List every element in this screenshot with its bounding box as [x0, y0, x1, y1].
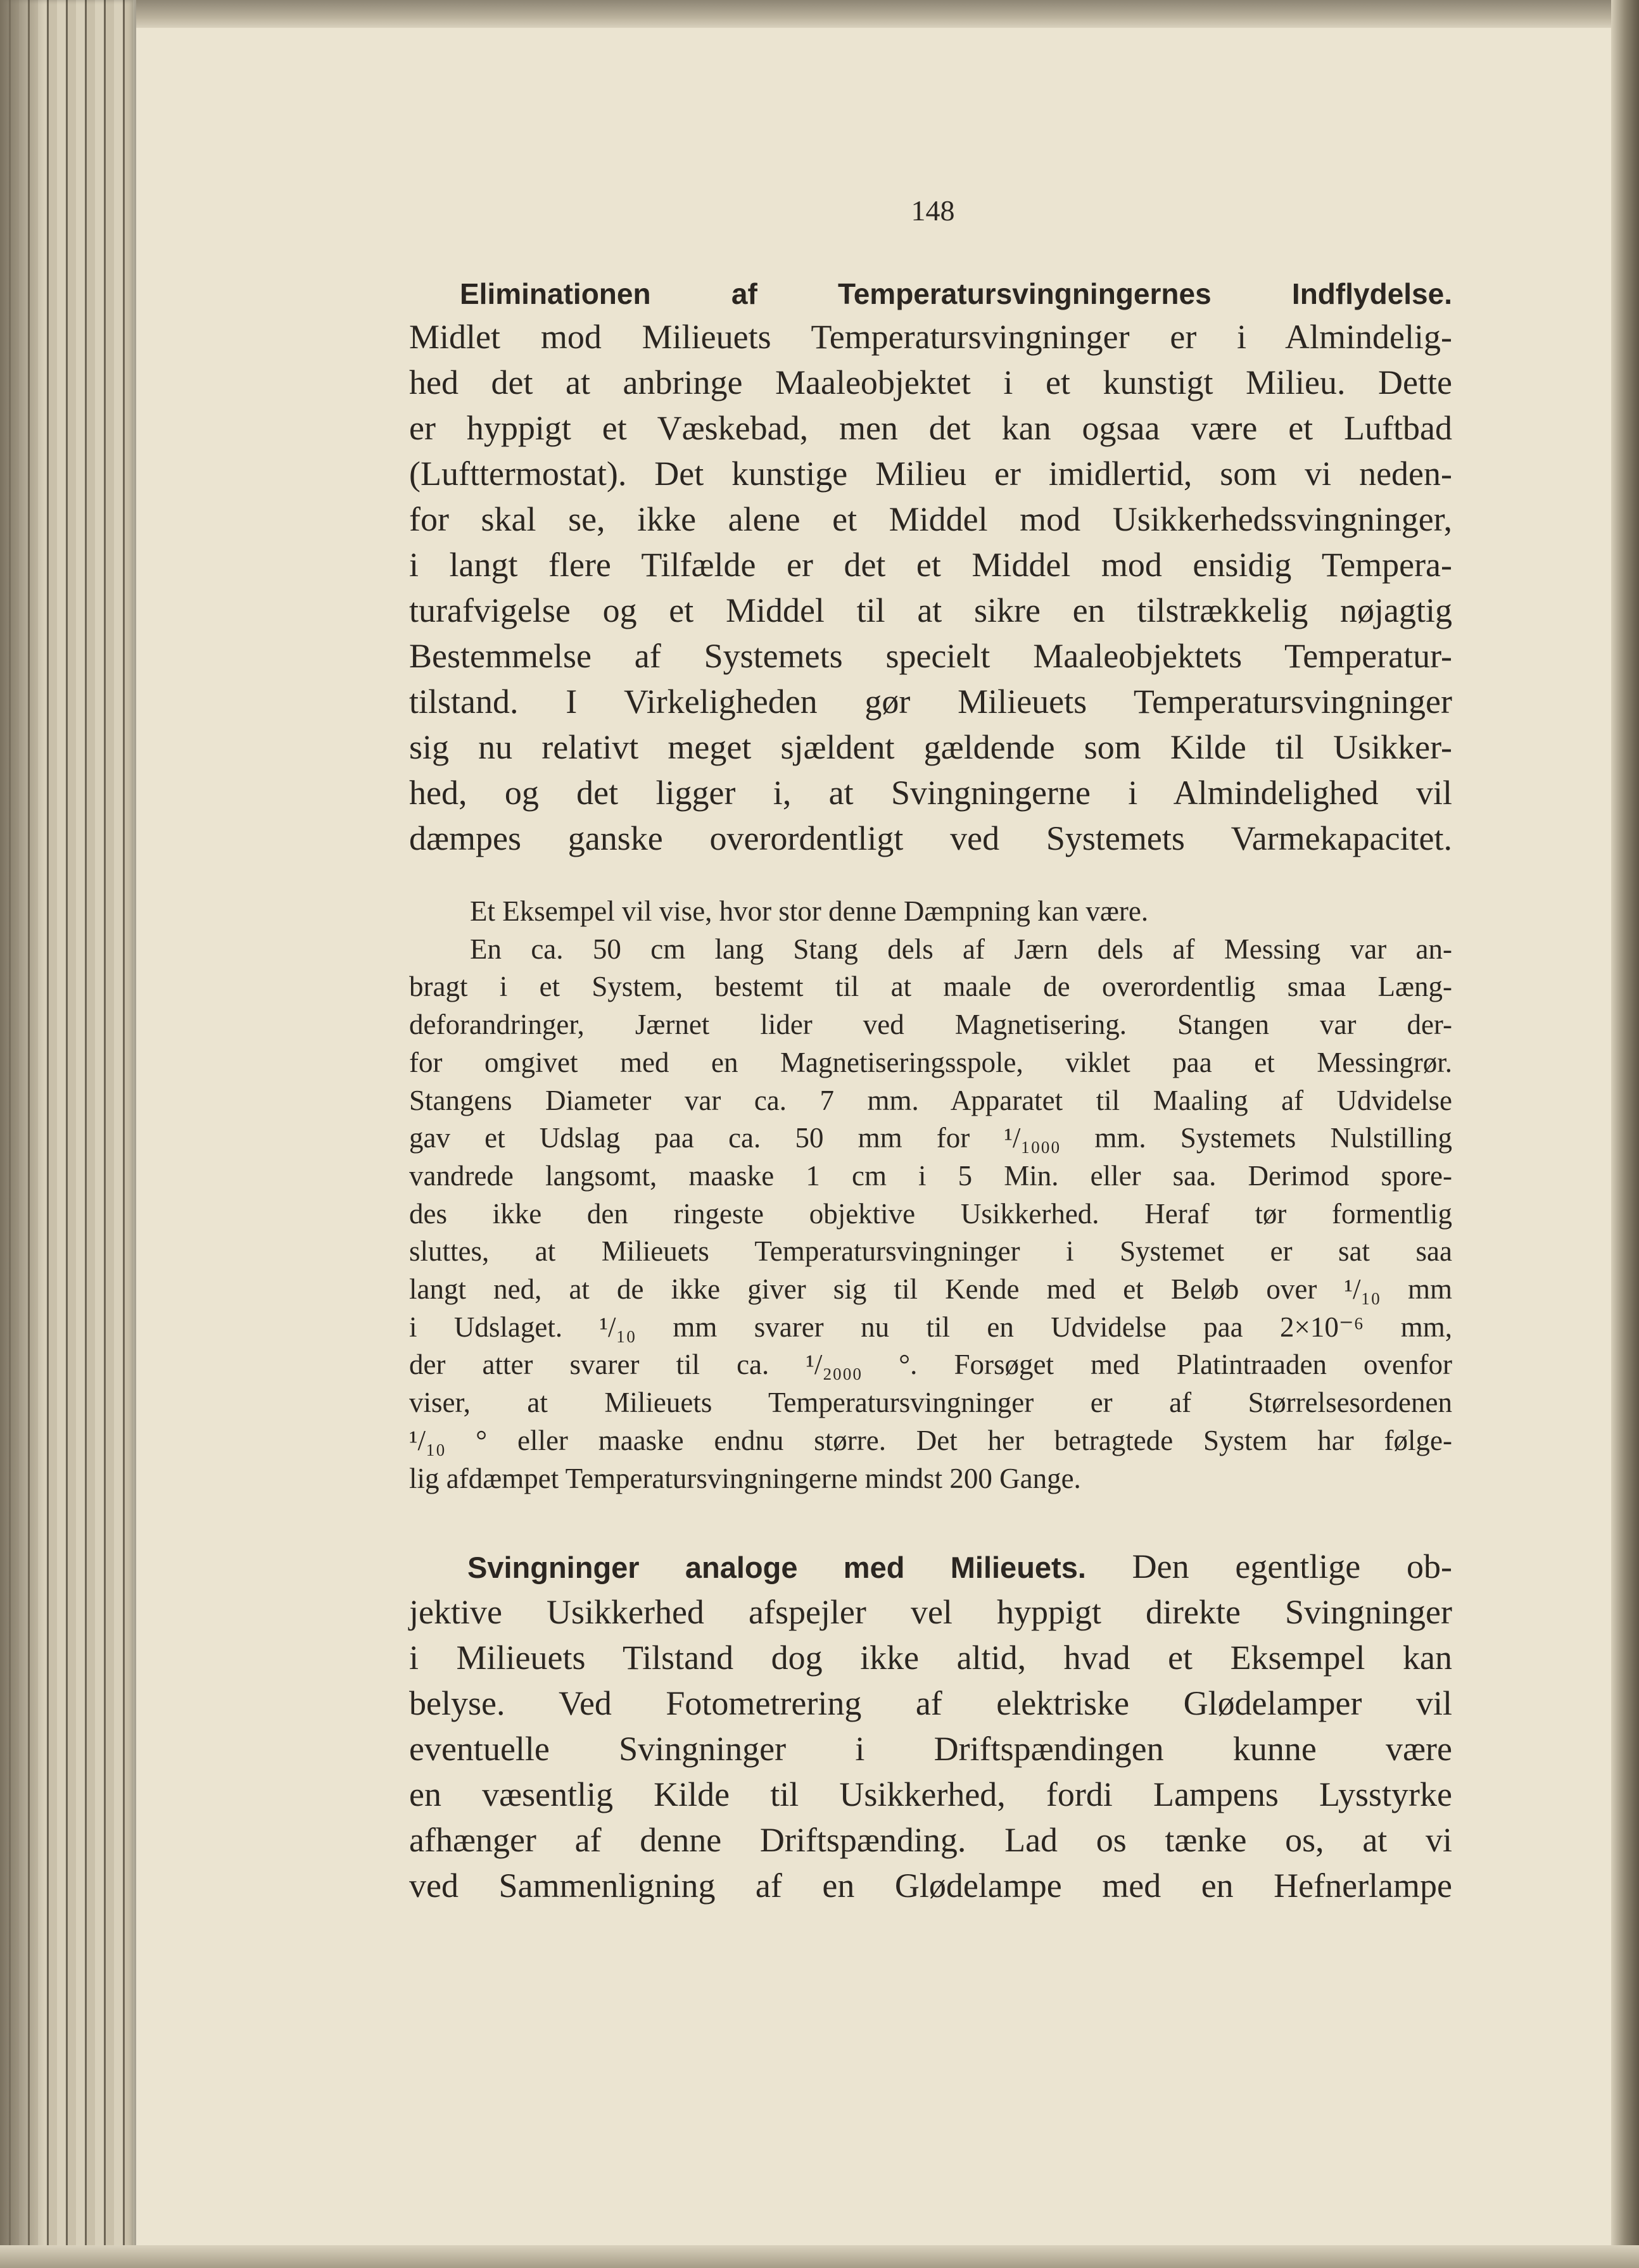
paragraph-line: des ikke den ringeste objektive Usikkerhed. Heraf tør formentlig	[409, 1197, 1452, 1230]
paragraph-line: Stangens Diameter var ca. 7 mm. Apparatet til Maaling af Udvidelse	[409, 1084, 1452, 1116]
section-heading: Eliminationen af Temperatursvingningernes Indflydelse.	[460, 277, 1452, 310]
paragraph-line: bragt i et System, bestemt til at maale de overordentlig smaa Læng-	[409, 971, 1452, 1003]
paragraph-line: er hyppigt et Væskebad, men det kan ogsaa være et Luftbad	[409, 409, 1452, 447]
paragraph-line: vandrede langsomt, maaske 1 cm i 5 Min. eller saa. Derimod spore-	[409, 1159, 1452, 1192]
section2-first-line	[467, 1544, 1452, 1589]
page-bottom-edge	[0, 2245, 1639, 2268]
paragraph-line: jektive Usikkerhed afspejler vel hyppigt direkte Svingninger	[409, 1593, 1452, 1631]
paragraph-line: sig nu relativt meget sjældent gældende som Kilde til Usikker-	[409, 728, 1452, 766]
paragraph-line: ¹/₁₀ ° eller maaske endnu større. Det her betragtede System har følge-	[409, 1424, 1452, 1456]
paragraph-line: belyse. Ved Fotometrering af elektriske Glødelamper vil	[409, 1684, 1452, 1722]
paragraph-line: Bestemmelse af Systemets specielt Maaleobjektets Temperatur-	[409, 637, 1452, 675]
paragraph-line: i langt flere Tilfælde er det et Middel mod ensidig Tempera-	[409, 546, 1452, 584]
paragraph-line: sluttes, at Milieuets Temperatursvingninger i Systemet er sat saa	[409, 1235, 1452, 1268]
paragraph-line: dæmpes ganske overordentligt ved Systemets Varmekapacitet.	[409, 819, 1452, 857]
paragraph-line: Midlet mod Milieuets Temperatursvingninger er i Almindelig-	[409, 318, 1452, 356]
page-number: 148	[911, 194, 955, 227]
page-top-edge	[0, 0, 1639, 28]
book-gutter-edge	[1611, 0, 1639, 2268]
paragraph-line: hed, og det ligger i, at Svingningerne i Almindelighed vil	[409, 774, 1452, 812]
book-page-stack-edge	[0, 0, 136, 2268]
paragraph-line: eventuelle Svingninger i Driftspændingen kunne være	[409, 1730, 1452, 1768]
paragraph-line: gav et Udslag paa ca. 50 mm for ¹/₁₀₀₀ mm. Systemets Nulstilling	[409, 1122, 1452, 1154]
paragraph-line: langt ned, at de ikke giver sig til Kende med et Beløb over ¹/₁₀ mm	[409, 1273, 1452, 1305]
paragraph-line: der atter svarer til ca. ¹/₂₀₀₀ °. Forsøget med Platintraaden ovenfor	[409, 1349, 1452, 1381]
paragraph-line: En ca. 50 cm lang Stang dels af Jærn dels af Messing var an-	[470, 933, 1452, 965]
paragraph-line: for omgivet med en Magnetiseringsspole, viklet paa et Messingrør.	[409, 1046, 1452, 1078]
paragraph-line: deforandringer, Jærnet lider ved Magnetisering. Stangen var der-	[409, 1009, 1452, 1041]
paragraph-line: en væsentlig Kilde til Usikkerhed, fordi Lampens Lysstyrke	[409, 1775, 1452, 1813]
paragraph-line: Den egentlige ob-	[1085, 1547, 1452, 1585]
paragraph-line: i Udslaget. ¹/₁₀ mm svarer nu til en Udvidelse paa 2×10⁻⁶ mm,	[409, 1311, 1452, 1343]
section-heading: Svingninger analoge med Milieuets.	[467, 1551, 1086, 1584]
paragraph-line: Et Eksempel vil vise, hvor stor denne Dæmpning kan være.	[470, 895, 1149, 927]
paragraph-line: tilstand. I Virkeligheden gør Milieuets Temperatursvingninger	[409, 683, 1452, 721]
paragraph-line: viser, at Milieuets Temperatursvingninger er af Størrelsesordenen	[409, 1387, 1452, 1419]
paragraph-line: turafvigelse og et Middel til at sikre en tilstrækkelig nøjagtig	[409, 591, 1452, 629]
paragraph-line: hed det at anbringe Maaleobjektet i et kunstigt Milieu. Dette	[409, 363, 1452, 401]
paragraph-line: (Lufttermostat). Det kunstige Milieu er imidlertid, som vi neden-	[409, 455, 1452, 493]
paragraph-line: ved Sammenligning af en Glødelampe med en Hefnerlampe	[409, 1867, 1452, 1905]
paragraph-line: for skal se, ikke alene et Middel mod Usikkerhedssvingninger,	[409, 500, 1452, 538]
paragraph-line: lig afdæmpet Temperatursvingningerne mindst 200 Gange.	[409, 1462, 1081, 1494]
paragraph-line: i Milieuets Tilstand dog ikke altid, hvad et Eksempel kan	[409, 1639, 1452, 1677]
paragraph-line: afhænger af denne Driftspænding. Lad os tænke os, at vi	[409, 1821, 1452, 1859]
